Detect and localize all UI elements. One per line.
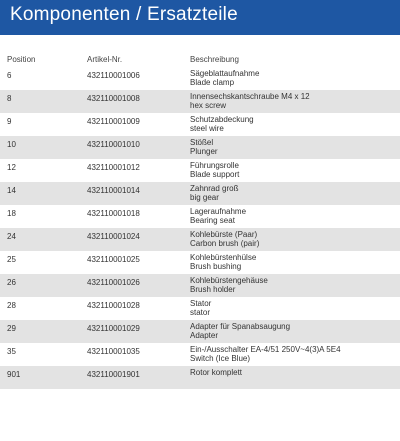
header-bar — [0, 0, 400, 35]
description-german: Ein-/Ausschalter EA-4/51 250V~4(3)A 5E4 — [190, 345, 341, 354]
description-german: Sägeblattaufnahme — [190, 69, 260, 78]
article-number-cell: 432110001029 — [87, 324, 140, 333]
description-english: steel wire — [190, 124, 224, 133]
description-german: Kohlebürste (Paar) — [190, 230, 258, 239]
description-english: Blade support — [190, 170, 240, 179]
position-cell: 8 — [7, 94, 12, 103]
description-cell — [190, 138, 218, 156]
description-german: Rotor komplett — [190, 368, 243, 377]
description-cell — [190, 207, 246, 225]
article-number-cell: 432110001006 — [87, 71, 140, 80]
position-cell: 10 — [7, 140, 16, 149]
description-english: Adapter — [190, 331, 219, 340]
description-cell — [190, 368, 242, 377]
table-row — [0, 136, 400, 159]
article-number-cell: 432110001012 — [87, 163, 140, 172]
description-cell — [190, 161, 239, 179]
description-english: Carbon brush (pair) — [190, 239, 260, 248]
description-german: Kohlebürstengehäuse — [190, 276, 268, 285]
article-number-cell: 432110001025 — [87, 255, 140, 264]
table-row — [0, 366, 400, 389]
position-cell: 9 — [7, 117, 12, 126]
description-german: Adapter für Spanabsaugung — [190, 322, 291, 331]
parts-table — [0, 50, 400, 389]
table-row — [0, 274, 400, 297]
article-number-cell: 432110001010 — [87, 140, 140, 149]
description-english: stator — [190, 308, 211, 317]
table-row — [0, 90, 400, 113]
column-header-description: Beschreibung — [190, 55, 239, 64]
position-cell: 35 — [7, 347, 16, 356]
article-number-cell: 432110001014 — [87, 186, 140, 195]
description-cell — [190, 69, 259, 87]
article-number-cell: 432110001009 — [87, 117, 140, 126]
description-cell — [190, 345, 341, 363]
description-german: Führungsrolle — [190, 161, 239, 170]
table-row — [0, 251, 400, 274]
position-cell: 26 — [7, 278, 16, 287]
position-cell: 901 — [7, 370, 21, 379]
table-row — [0, 113, 400, 136]
table-row — [0, 205, 400, 228]
article-number-cell: 432110001008 — [87, 94, 140, 103]
description-german: Stator — [190, 299, 212, 308]
description-german: Stößel — [190, 138, 214, 147]
table-row — [0, 320, 400, 343]
description-cell — [190, 115, 254, 133]
table-row — [0, 297, 400, 320]
description-english: hex screw — [190, 101, 227, 110]
description-english: Brush holder — [190, 285, 236, 294]
description-english: Switch (Ice Blue) — [190, 354, 251, 363]
article-number-cell: 432110001024 — [87, 232, 140, 241]
page-title: Komponenten / Ersatzteile — [10, 4, 238, 25]
position-cell: 6 — [7, 71, 12, 80]
description-english: big gear — [190, 193, 219, 202]
description-cell — [190, 299, 211, 317]
description-cell — [190, 230, 259, 248]
description-english: Blade clamp — [190, 78, 235, 87]
table-row — [0, 182, 400, 205]
position-cell: 14 — [7, 186, 16, 195]
table-row — [0, 343, 400, 366]
position-cell: 18 — [7, 209, 16, 218]
position-cell: 28 — [7, 301, 16, 310]
description-german: Kohlebürstenhülse — [190, 253, 257, 262]
description-english: Brush bushing — [190, 262, 242, 271]
position-cell: 12 — [7, 163, 16, 172]
table-row — [0, 228, 400, 251]
table-row — [0, 67, 400, 90]
table-header — [0, 50, 400, 67]
description-german: Schutzabdeckung — [190, 115, 254, 124]
position-cell: 29 — [7, 324, 16, 333]
description-german: Innensechskantschraube M4 x 12 — [190, 92, 310, 101]
description-cell — [190, 253, 256, 271]
table-body — [0, 67, 400, 389]
column-header-position: Position — [7, 55, 36, 64]
article-number-cell: 432110001901 — [87, 370, 140, 379]
description-cell — [190, 92, 310, 110]
article-number-cell: 432110001035 — [87, 347, 140, 356]
table-row — [0, 159, 400, 182]
article-number-cell: 432110001026 — [87, 278, 140, 287]
position-cell: 25 — [7, 255, 16, 264]
description-cell — [190, 276, 268, 294]
description-german: Zahnrad groß — [190, 184, 239, 193]
description-english: Bearing seat — [190, 216, 235, 225]
description-english: Plunger — [190, 147, 218, 156]
column-header-article: Artikel-Nr. — [87, 55, 123, 64]
article-number-cell: 432110001028 — [87, 301, 140, 310]
position-cell: 24 — [7, 232, 16, 241]
description-german: Lageraufnahme — [190, 207, 247, 216]
article-number-cell: 432110001018 — [87, 209, 140, 218]
description-cell — [190, 322, 290, 340]
description-cell — [190, 184, 238, 202]
